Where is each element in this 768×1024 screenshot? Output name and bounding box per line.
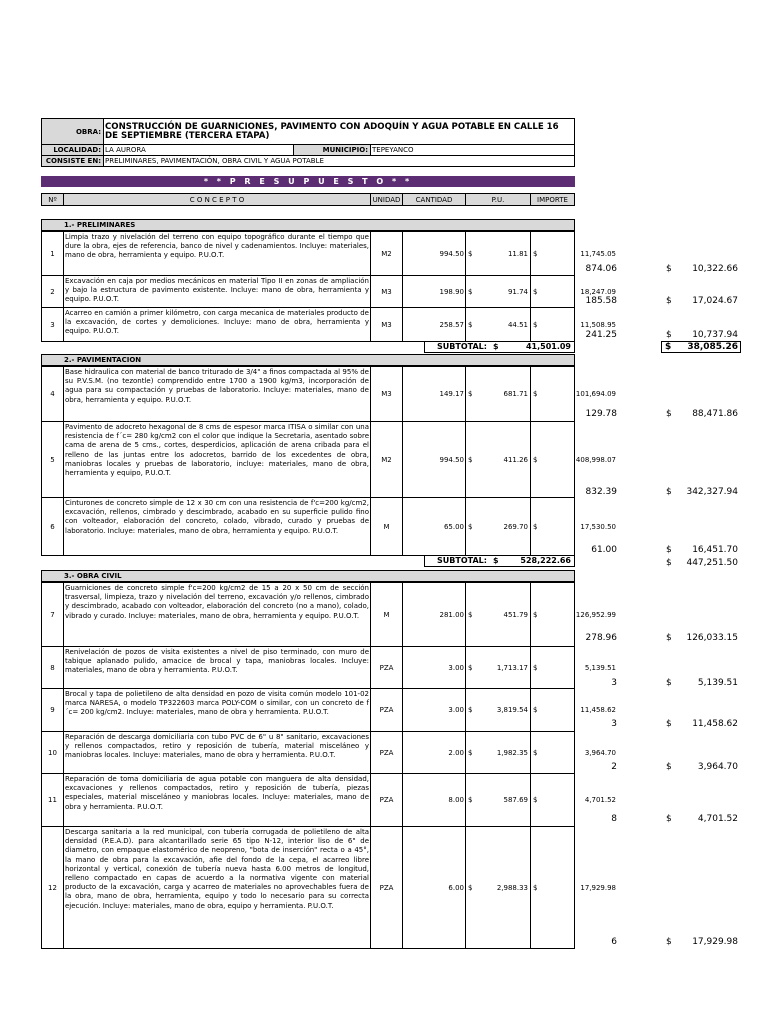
item-description: Descarga sanitaria a la red municipal, con tubería corrugada de polietileno de alta densidad (P.E.A.D). para alcantarillado serie 65 tipo N-12, interior liso de 6" de diametro, con empaque elastomérico de neopreno, "bota de inserción" recta o a 45°, la mano de obra para la excavación, afie del fondo de la cepa, el acarreo libre horizontal y vertical, conexión de tubería nueva hasta 6.00 metros de longitud, relleno compactado en capas de acuerdo a la normativa vigente con material producto de la excavación, carga y acarreo de materiales no aprovechables fuera de la obra, mano de obra, herramienta, equipo y todo lo necesario para su correcta ejecución. Incluye: materiales, mano de obra, equipo y herramienta. P.U.O.T. bbox=[64, 827, 371, 948]
unit-price-value: 1,982.35 bbox=[496, 748, 528, 757]
item-unit-price bbox=[466, 689, 531, 731]
currency-symbol: $ bbox=[468, 706, 473, 714]
item-quantity: 3.00 bbox=[403, 647, 466, 688]
amount-value: 101,694.09 bbox=[575, 390, 616, 398]
item-unit-price bbox=[466, 732, 531, 773]
currency-symbol: $ bbox=[666, 937, 672, 947]
side-amount: 16,451.70 bbox=[692, 545, 738, 555]
unit-price-value: 1,713.17 bbox=[496, 663, 528, 672]
item-unit: PZA bbox=[371, 732, 403, 773]
currency-symbol: $ bbox=[468, 522, 473, 531]
item-description: Reparación de toma domiciliaria de agua potable con manguera de alta densidad, excavaciones y rellenos compactados, retiro y reposición de tubería, piezas especiales, material misceláneo y maniobras locales. Incluye: materiales, mano de obra y herramienta. P.U.O.T. bbox=[64, 774, 371, 826]
side-quantity: 129.78 bbox=[585, 409, 617, 419]
item-unit: PZA bbox=[371, 647, 403, 688]
municipio-label: MUNICIPIO: bbox=[294, 145, 371, 155]
currency-symbol: $ bbox=[493, 342, 499, 351]
item-unit: M bbox=[371, 498, 403, 555]
side-subtotal-box bbox=[661, 341, 741, 353]
localidad-value: LA AURORA bbox=[104, 145, 294, 155]
currency-symbol: $ bbox=[533, 706, 538, 714]
unit-price-value: 3,819.54 bbox=[496, 706, 528, 714]
currency-symbol: $ bbox=[533, 663, 538, 672]
col-pu: P.U. bbox=[466, 194, 531, 205]
unit-price-value: 91.74 bbox=[507, 287, 528, 296]
item-amount bbox=[531, 774, 617, 826]
side-quantity: 61.00 bbox=[591, 545, 617, 555]
subtotal-label: SUBTOTAL: bbox=[437, 556, 487, 565]
obra-value: CONSTRUCCIÓN DE GUARNICIONES, PAVIMENTO CON ADOQUÍN Y AGUA POTABLE EN CALLE 16 DE SEPTIEMBRE (TERCERA ETAPA) bbox=[105, 121, 559, 141]
col-unidad: UNIDAD bbox=[371, 194, 403, 205]
currency-symbol: $ bbox=[665, 342, 672, 352]
item-unit-price bbox=[466, 498, 531, 555]
amount-value: 5,139.51 bbox=[584, 663, 616, 672]
currency-symbol: $ bbox=[533, 610, 538, 619]
currency-symbol: $ bbox=[666, 409, 672, 419]
item-unit-price bbox=[466, 647, 531, 688]
currency-symbol: $ bbox=[468, 796, 473, 804]
item-quantity: 994.50 bbox=[403, 232, 466, 275]
unit-price-value: 44.51 bbox=[507, 320, 528, 329]
section-title: 3.- OBRA CIVIL bbox=[41, 570, 575, 582]
currency-symbol: $ bbox=[533, 748, 538, 757]
currency-symbol: $ bbox=[468, 748, 473, 757]
item-unit: M2 bbox=[371, 232, 403, 275]
item-number: 7 bbox=[42, 583, 64, 646]
currency-symbol: $ bbox=[533, 522, 538, 531]
amount-value: 11,458.62 bbox=[580, 706, 616, 714]
item-quantity: 258.57 bbox=[403, 308, 466, 341]
amount-value: 11,745.05 bbox=[580, 249, 616, 258]
item-number: 10 bbox=[42, 732, 64, 773]
currency-symbol: $ bbox=[533, 320, 538, 329]
currency-symbol: $ bbox=[666, 487, 672, 497]
side-amount: 3,964.70 bbox=[697, 762, 738, 772]
amount-value: 11,508.95 bbox=[580, 320, 616, 329]
amount-value: 4,701.52 bbox=[584, 796, 616, 804]
item-unit-price bbox=[466, 774, 531, 826]
item-quantity: 149.17 bbox=[403, 367, 466, 421]
item-quantity: 3.00 bbox=[403, 689, 466, 731]
side-amount: 4,701.52 bbox=[697, 814, 738, 824]
item-quantity: 6.00 bbox=[403, 827, 466, 948]
item-amount bbox=[531, 689, 617, 731]
column-headers bbox=[41, 193, 575, 206]
item-unit-price bbox=[466, 422, 531, 497]
currency-symbol: $ bbox=[666, 719, 672, 729]
municipio-value: TEPEYANCO bbox=[372, 146, 414, 154]
currency-symbol: $ bbox=[666, 330, 672, 340]
side-amount: 447,251.50 bbox=[686, 558, 738, 568]
col-n: Nº bbox=[42, 194, 64, 205]
amount-value: 17,530.50 bbox=[580, 522, 616, 531]
item-description: Excavación en caja por medios mecánicos en material Tipo II en zonas de ampliación y bajo la estructura de pavimento existente. Incluye: mano de obra, herramienta y equipo. P.U.O.T. bbox=[64, 276, 371, 307]
item-unit: PZA bbox=[371, 689, 403, 731]
item-unit: PZA bbox=[371, 827, 403, 948]
consiste-value: PRELIMINARES, PAVIMENTACIÓN, OBRA CIVIL Y AGUA POTABLE bbox=[105, 157, 324, 165]
item-unit: PZA bbox=[371, 774, 403, 826]
side-quantity: 3 bbox=[611, 678, 617, 688]
item-number: 1 bbox=[42, 232, 64, 275]
currency-symbol: $ bbox=[533, 796, 538, 804]
col-concepto: C O N C E P T O bbox=[64, 194, 371, 205]
item-number: 9 bbox=[42, 689, 64, 731]
item-description: Renivelación de pozos de visita existentes a nivel de piso terminado, con muro de tabique aplanado pulido, amacice de brocal y tapa, maniobras locales. Incluye: materiales, mano de obra y herramienta. P.U.O.T. bbox=[64, 647, 371, 688]
unit-price-value: 269.70 bbox=[503, 522, 528, 531]
amount-value: 18,247.09 bbox=[580, 287, 616, 296]
side-quantity: 185.58 bbox=[585, 296, 617, 306]
section-title: 2.- PAVIMENTACION bbox=[41, 354, 575, 366]
item-number: 11 bbox=[42, 774, 64, 826]
item-amount bbox=[531, 647, 617, 688]
unit-price-value: 681.71 bbox=[503, 390, 528, 398]
consiste-row bbox=[41, 155, 575, 167]
item-description: Cinturones de concreto simple de 12 x 30 cm con una resistencia de f'c=200 kg/cm2, excavación, rellenos, cimbrado y descimbrado, acabado en su superficie pulido fino con volteador, elaboración del concreto, colado, vibrado, curado y pruebas de laboratorio. Incluye: materiales, mano de obra, herramienta y equipo. P.U.O.T. bbox=[64, 498, 371, 555]
item-unit: M3 bbox=[371, 367, 403, 421]
amount-value: 408,998.07 bbox=[575, 455, 616, 464]
item-number: 12 bbox=[42, 827, 64, 948]
item-unit-price bbox=[466, 308, 531, 341]
item-description: Base hidraulica con material de banco triturado de 3/4" a finos compactada al 95% de su P.V.S.M. (no tezontle) comprendido entre 1700 a 1900 kg/m3, incorporación de agua para su compactación y pruebas de laboratorio. Incluye: materiales, mano de obra, herramienta y equipo. P.U.O.T. bbox=[64, 367, 371, 421]
unit-price-value: 587.69 bbox=[503, 796, 528, 804]
unit-price-value: 411.26 bbox=[503, 455, 528, 464]
item-unit: M3 bbox=[371, 308, 403, 341]
item-number: 5 bbox=[42, 422, 64, 497]
currency-symbol: $ bbox=[468, 455, 473, 464]
side-quantity: 241.25 bbox=[585, 330, 617, 340]
currency-symbol: $ bbox=[666, 545, 672, 555]
side-quantity: 874.06 bbox=[585, 264, 617, 274]
item-unit: M2 bbox=[371, 422, 403, 497]
currency-symbol: $ bbox=[533, 455, 538, 464]
item-number: 4 bbox=[42, 367, 64, 421]
side-quantity: 3 bbox=[611, 719, 617, 729]
item-number: 6 bbox=[42, 498, 64, 555]
item-quantity: 198.90 bbox=[403, 276, 466, 307]
localidad-label: LOCALIDAD: bbox=[42, 145, 104, 155]
side-amount: 17,024.67 bbox=[692, 296, 738, 306]
table-row bbox=[41, 773, 616, 827]
side-amount: 10,737.94 bbox=[692, 330, 738, 340]
currency-symbol: $ bbox=[666, 762, 672, 772]
col-importe: IMPORTE bbox=[531, 194, 574, 205]
item-unit: M3 bbox=[371, 276, 403, 307]
obra-label: OBRA: bbox=[42, 119, 104, 144]
item-description: Acarreo en camión a primer kilómetro, con carga mecanica de materiales producto de la excavación, de cortes y demoliciones. Incluye: mano de obra, herramienta y equipo. P.U.O.T. bbox=[64, 308, 371, 341]
currency-symbol: $ bbox=[468, 610, 473, 619]
side-quantity: 8 bbox=[611, 814, 617, 824]
table-row bbox=[41, 826, 616, 949]
item-unit: M bbox=[371, 583, 403, 646]
item-description: Brocal y tapa de polietileno de alta densidad en pozo de visita común modelo 101-02 marca NARESA, o modelo TP322603 marca POLY-COM o similar, con un concreto de f´c= 200 kg/cm2. Incluye: materiales, mano de obra y herramienta. P.U.O.T. bbox=[64, 689, 371, 731]
item-unit-price bbox=[466, 232, 531, 275]
unit-price-value: 451.79 bbox=[503, 610, 528, 619]
unit-price-value: 2,988.33 bbox=[496, 883, 528, 892]
item-number: 2 bbox=[42, 276, 64, 307]
currency-symbol: $ bbox=[468, 663, 473, 672]
col-cantidad: CANTIDAD bbox=[403, 194, 466, 205]
table-row bbox=[41, 731, 616, 774]
consiste-label: CONSISTE EN: bbox=[42, 156, 104, 166]
amount-value: 17,929.98 bbox=[580, 883, 616, 892]
subtotal-label: SUBTOTAL: bbox=[437, 342, 487, 351]
side-quantity: 278.96 bbox=[585, 633, 617, 643]
item-unit-price bbox=[466, 276, 531, 307]
side-amount: 17,929.98 bbox=[692, 937, 738, 947]
table-row bbox=[41, 688, 616, 732]
item-unit-price bbox=[466, 583, 531, 646]
side-quantity: 832.39 bbox=[585, 487, 617, 497]
currency-symbol: $ bbox=[666, 678, 672, 688]
item-quantity: 2.00 bbox=[403, 732, 466, 773]
item-quantity: 65.00 bbox=[403, 498, 466, 555]
item-quantity: 994.50 bbox=[403, 422, 466, 497]
obra-row bbox=[41, 118, 575, 145]
item-description: Limpia trazo y nivelación del terreno con equipo topográfico durante el tiempo que dure la obra, ejes de referencia, banco de nivel y cadenamientos. Incluye: materiales, mano de obra, herramienta y equipo. P.U.O.T. bbox=[64, 232, 371, 275]
item-amount bbox=[531, 827, 617, 948]
currency-symbol: $ bbox=[666, 296, 672, 306]
currency-symbol: $ bbox=[666, 264, 672, 274]
unit-price-value: 11.81 bbox=[507, 249, 528, 258]
subtotal-row bbox=[424, 555, 575, 567]
item-description: Guarniciones de concreto simple f'c=200 kg/cm2 de 15 a 20 x 50 cm de sección trasversal, limpieza, trazo y nivelación del terreno, excavación y/o rellenos, cimbrado y descimbrado, acabado con volteador, elaboración del concreto (no a mano), colado, vibrado y curado. Incluye: materiales, mano de obra, herramienta y equipo. P.U.O.T. bbox=[64, 583, 371, 646]
item-amount bbox=[531, 732, 617, 773]
currency-symbol: $ bbox=[493, 556, 499, 565]
currency-symbol: $ bbox=[666, 558, 672, 568]
side-quantity: 6 bbox=[611, 937, 617, 947]
currency-symbol: $ bbox=[533, 287, 538, 296]
item-quantity: 281.00 bbox=[403, 583, 466, 646]
currency-symbol: $ bbox=[468, 320, 473, 329]
currency-symbol: $ bbox=[533, 249, 538, 258]
item-quantity: 8.00 bbox=[403, 774, 466, 826]
amount-value: 3,964.70 bbox=[584, 748, 616, 757]
side-amount: 11,458.62 bbox=[692, 719, 738, 729]
currency-symbol: $ bbox=[533, 883, 538, 892]
currency-symbol: $ bbox=[468, 883, 473, 892]
item-description: Pavimento de adocreto hexagonal de 8 cms de espesor marca ITISA o similar con una resistencia de f´c= 280 kg/cm2 con el color que indique la Secretaria, asentado sobre cama de arena de 5 cms., cortes, desperdicios, aplicación de arena cribada para el relleno de las juntas entre los adocretos, barrido de los excedentes de obra, maniobras locales y pruebas de laboratorio, incluye: materiales, mano de obra, herramienta y equipo, P.U.O.T. bbox=[64, 422, 371, 497]
presupuesto-title-bar: * * P R E S U P U E S T O * * bbox=[41, 176, 575, 187]
side-amount: 88,471.86 bbox=[692, 409, 738, 419]
side-amount: 10,322.66 bbox=[692, 264, 738, 274]
currency-symbol: $ bbox=[468, 390, 473, 398]
currency-symbol: $ bbox=[533, 390, 538, 398]
currency-symbol: $ bbox=[468, 287, 473, 296]
item-amount bbox=[531, 422, 617, 497]
side-amount: 126,033.15 bbox=[686, 633, 738, 643]
subtotal-row bbox=[424, 341, 575, 353]
item-unit-price bbox=[466, 367, 531, 421]
subtotal-value: 528,222.66 bbox=[520, 556, 571, 565]
item-description: Reparación de descarga domiciliaria con tubo PVC de 6" u 8" sanitario, excavaciones y rellenos compactados, retiro y reposición de tubería, material misceláneo y maniobras locales. Incluye: materiales, mano de obra y herramienta. P.U.O.T. bbox=[64, 732, 371, 773]
side-amount: 38,085.26 bbox=[687, 342, 738, 352]
side-quantity: 2 bbox=[611, 762, 617, 772]
section-title: 1.- PRELIMINARES bbox=[41, 219, 575, 231]
side-amount: 5,139.51 bbox=[697, 678, 738, 688]
item-number: 3 bbox=[42, 308, 64, 341]
table-row bbox=[41, 646, 616, 689]
currency-symbol: $ bbox=[468, 249, 473, 258]
item-unit-price bbox=[466, 827, 531, 948]
amount-value: 126,952.99 bbox=[575, 610, 616, 619]
currency-symbol: $ bbox=[666, 633, 672, 643]
side-amount: 342,327.94 bbox=[686, 487, 738, 497]
currency-symbol: $ bbox=[666, 814, 672, 824]
subtotal-value: 41,501.09 bbox=[525, 342, 571, 351]
item-number: 8 bbox=[42, 647, 64, 688]
